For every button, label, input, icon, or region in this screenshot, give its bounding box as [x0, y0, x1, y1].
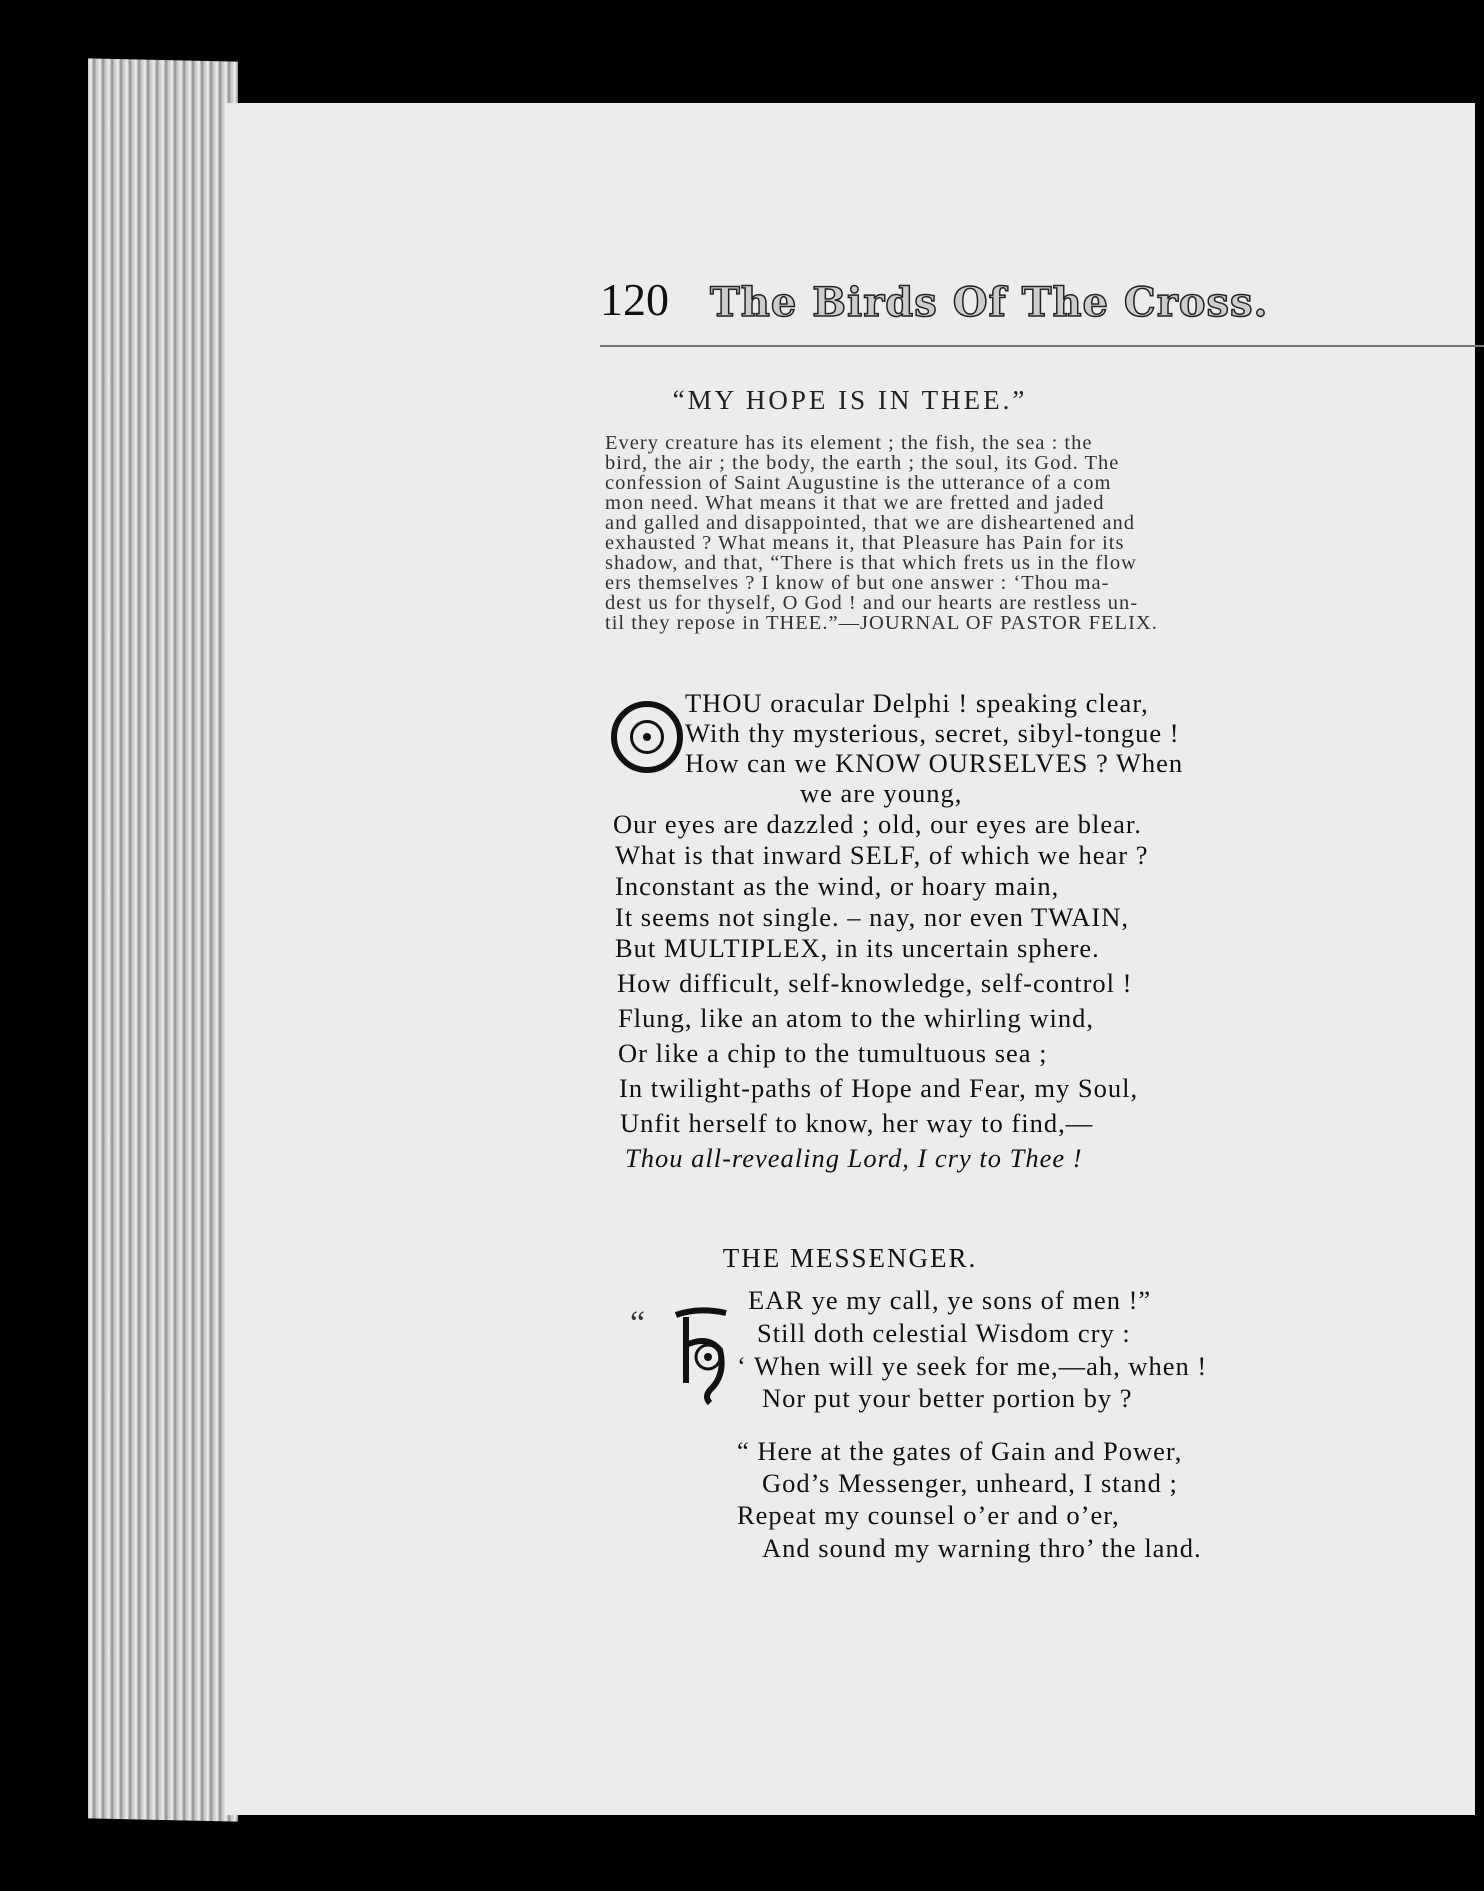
- prose-line: bird, the air ; the body, the earth ; the soul, its God. The: [605, 452, 1120, 474]
- prose-line: confession of Saint Augustine is the utterance of a com: [605, 472, 1112, 494]
- poem-line: we are young,: [800, 778, 963, 808]
- prose-line: Every creature has its element ; the fish, the sea : the: [605, 432, 1093, 454]
- prose-line: til they repose in THEE.”—JOURNAL OF PASTOR FELIX.: [605, 612, 1158, 634]
- poem-line: But MULTIPLEX, in its uncertain sphere.: [615, 933, 1100, 963]
- prose-line: exhausted ? What means it, that Pleasure has Pain for its: [605, 532, 1125, 554]
- prose-line: shadow, and that, “There is that which frets us in the flow: [605, 552, 1137, 574]
- drop-cap-h-ornament: [668, 1305, 734, 1405]
- poem-line: How can we KNOW OURSELVES ? When: [685, 748, 1184, 778]
- section-title-hope: “MY HOPE IS IN THEE.”: [672, 385, 1028, 415]
- poem-line: EAR ye my call, ye sons of men !”: [748, 1285, 1152, 1315]
- poem-line: How difficult, self-knowledge, self-control !: [617, 968, 1133, 998]
- poem-line: What is that inward SELF, of which we hear ?: [615, 840, 1149, 870]
- book-page: [225, 103, 1475, 1815]
- running-title: The Birds Of The Cross.: [710, 279, 1269, 326]
- poem-line: In twilight-paths of Hope and Fear, my Soul,: [619, 1073, 1139, 1103]
- poem-line: Thou all-revealing Lord, I cry to Thee !: [625, 1143, 1083, 1173]
- journal-prose: [605, 433, 1305, 633]
- poem-line: ‘ When will ye seek for me,—ah, when !: [737, 1351, 1208, 1381]
- poem-line: Flung, like an atom to the whirling wind,: [618, 1003, 1094, 1033]
- prose-line: dest us for thyself, O God ! and our hearts are restless un-: [605, 592, 1139, 614]
- poem-line: Our eyes are dazzled ; old, our eyes are blear.: [613, 809, 1142, 839]
- open-quote: “: [630, 1305, 646, 1342]
- header-rule: [600, 345, 1484, 347]
- poem-line: Or like a chip to the tumultuous sea ;: [618, 1038, 1048, 1068]
- prose-line: mon need. What means it that we are fretted and jaded: [605, 492, 1105, 514]
- poem-line: Unfit herself to know, her way to find,—: [620, 1108, 1094, 1138]
- drop-cap-o-ornament: [611, 701, 683, 773]
- poem-line: And sound my warning thro’ the land.: [762, 1533, 1202, 1563]
- poem-line: “ Here at the gates of Gain and Power,: [737, 1436, 1183, 1466]
- section-title-messenger: THE MESSENGER.: [722, 1243, 978, 1273]
- poem-line: Repeat my counsel o’er and o’er,: [737, 1500, 1120, 1530]
- book-page-edges: [88, 58, 238, 1821]
- prose-line: and galled and disappointed, that we are disheartened and: [605, 512, 1136, 534]
- poem-line: Inconstant as the wind, or hoary main,: [615, 871, 1060, 901]
- poem-line: Nor put your better portion by ?: [762, 1383, 1133, 1413]
- poem-line: God’s Messenger, unheard, I stand ;: [762, 1468, 1178, 1498]
- poem-line: Still doth celestial Wisdom cry :: [757, 1318, 1131, 1348]
- page-number: 120: [600, 274, 669, 325]
- poem-line: It seems not single. – nay, nor even TWAIN,: [615, 902, 1130, 932]
- prose-line: ers themselves ? I know of but one answer : ‘Thou ma-: [605, 572, 1110, 594]
- poem-line: With thy mysterious, secret, sibyl-tongue !: [685, 718, 1180, 748]
- poem-line: THOU oracular Delphi ! speaking clear,: [685, 688, 1149, 718]
